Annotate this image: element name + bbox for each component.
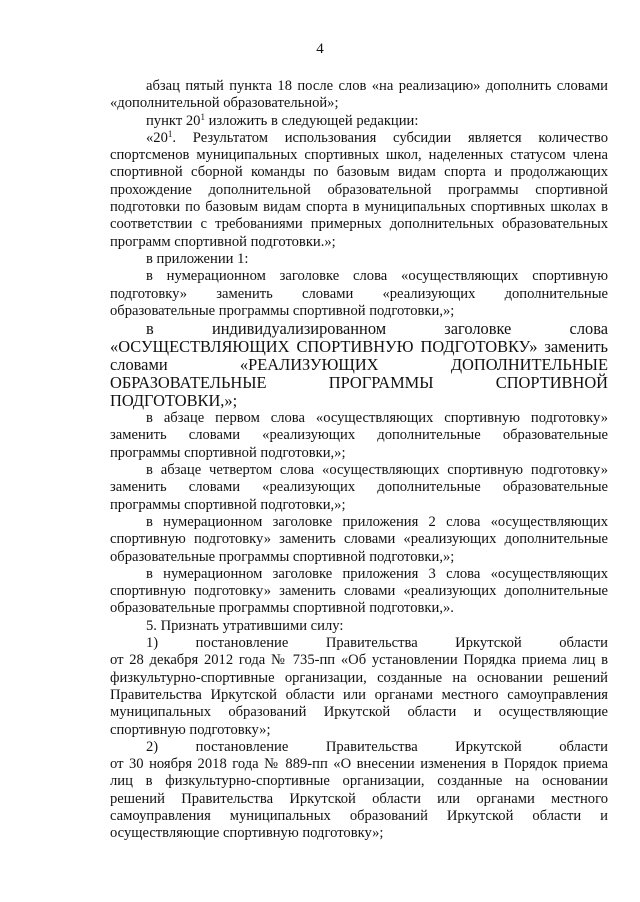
paragraph-5: в нумерационном заголовке слова «осуществляющих спортивную подготовку» заменить словами «реализующих дополнительные образовательные программы спортивной подготовки,»; <box>110 268 608 319</box>
paragraph-3-text-end: . Результатом использования субсидии является количество спортсменов муниципальных спортивных школ, наделенных статусом члена спортивной сборной команды по базовым видам спорта и продолжающих прохождение дополнительной образовательной программы спортивной подготовки по базовым видам спорта в муниципальных спортивных школах в соответствии с требованиями примерных дополнительных образовательных программ спортивной подготовки.»; <box>110 129 608 250</box>
list-item-2-head <box>110 739 608 756</box>
superscript: 1 <box>167 128 173 139</box>
paragraph-8: в абзаце четвертом слова «осуществляющих спортивную подготовку» заменить словами «реализующих дополнительные образовательные программы спортивной подготовки,»; <box>110 462 608 513</box>
paragraph-2 <box>110 113 608 130</box>
superscript: 1 <box>200 111 205 122</box>
paragraph-3-text: «20 <box>146 129 168 146</box>
list-item-1-body: от 28 декабря 2012 года № 735-пп «Об установлении Порядка приема лиц в физкультурно-спортивные организации, созданные на основании решений Правительства Иркутской области или органами местного самоуправления муниципальных образований Иркутской области и осуществляющие спортивную подготовку»; <box>110 652 608 738</box>
list-item-1-word: Правительства <box>325 635 418 652</box>
list-item-1-number: 1) <box>146 635 159 652</box>
list-item-2-number: 2) <box>146 738 159 755</box>
list-item-1-word: Иркутской <box>455 635 522 652</box>
paragraph-11: 5. Признать утратившими силу: <box>146 617 344 634</box>
paragraph-10: в нумерационном заголовке приложения 3 слова «осуществляющих спортивную подготовку» заменить словами «реализующих дополнительные образовательные программы спортивной подготовки,». <box>110 565 608 617</box>
document-body <box>110 78 608 843</box>
list-item-2-body: от 30 ноября 2018 года № 889-пп «О внесении изменения в Порядок приема лиц в физкультурно-спортивные организации, созданные на основании решений Правительства Иркутской области или органами местного самоуправления муниципальных образований Иркутской области и осуществляющие спортивную подготовку»; <box>110 756 608 842</box>
paragraph-3 <box>110 130 608 251</box>
list-item-2-word: постановление <box>195 738 289 755</box>
paragraph-4: в приложении 1: <box>146 250 249 267</box>
paragraph-6: в индивидуализированном заголовке слова «ОСУЩЕСТВЛЯЮЩИХ СПОРТИВНУЮ ПОДГОТОВКУ» заменить словами «РЕАЛИЗУЮЩИХ ДОПОЛНИТЕЛЬНЫЕ ОБРАЗОВАТЕЛЬНЫЕ ПРОГРАММЫ СПОРТИВНОЙ ПОДГОТОВКИ,»; <box>110 319 608 411</box>
list-item-1-word: области <box>559 635 608 652</box>
paragraph-7: в абзаце первом слова «осуществляющих спортивную подготовку» заменить словами «реализующих дополнительные образовательные программы спортивной подготовки,»; <box>110 410 608 461</box>
list-item-2-word: Иркутской <box>455 738 522 755</box>
paragraph-9: в нумерационном заголовке приложения 2 слова «осуществляющих спортивную подготовку» заменить словами «реализующих дополнительные образовательные программы спортивной подготовки,»; <box>110 513 608 565</box>
paragraph-1: абзац пятый пункта 18 после слов «на реализацию» дополнить словами «дополнительной образовательной»; <box>110 78 608 112</box>
paragraph-2-text-end: изложить в следующей редакции: <box>204 112 419 129</box>
list-item-2-word: области <box>559 738 608 755</box>
list-item-1-word: постановление <box>195 635 289 652</box>
paragraph-2-text: пункт 20 <box>146 112 201 129</box>
list-item-2-word: Правительства <box>325 738 418 755</box>
page-number: 4 <box>316 41 324 57</box>
list-item-1-head <box>110 635 608 652</box>
